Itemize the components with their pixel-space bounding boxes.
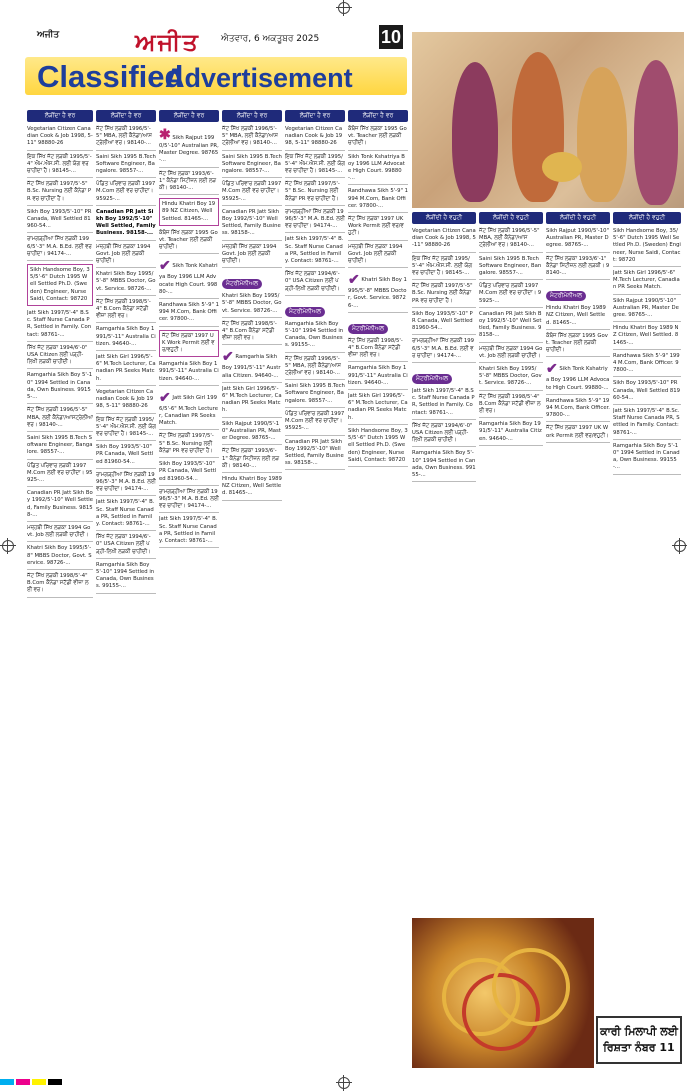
paper-name-small: ਅਜੀਤ [37,30,60,40]
classified-ad: Randhawa Sikh 5'-9" 1994 M.Com, Bank Officer. 97800-... [546,397,610,423]
matrimonial-badge: ਮੈਟਰੀਮੋਨੀਅਲ [348,324,388,334]
registration-mark-icon [338,2,350,14]
matrimonial-badge: ਮੈਟਰੀਮੋਨੀਅਲ [285,307,325,317]
classified-ad: ਰਾਮਗੜ੍ਹੀਆ ਸਿੱਖ ਲੜਕੀ 1996/5'-3" M.A. B.Ed. ਲਈ ਵਰ ਚਾਹੀਦਾ। 94174-... [159,488,219,514]
banner-title-advertisement: Advertisement [165,63,353,93]
classified-ad: ਰਾਮਗੜ੍ਹੀਆ ਸਿੱਖ ਲੜਕੀ 1996/5'-3" M.A. B.Ed. ਲਈ ਵਰ ਚਾਹੀਦਾ। 94174-... [27,235,93,261]
classified-ad: Sikh Tonk Kshatriya Boy 1996 LLM Advocate High Court. 99880-... [546,366,610,391]
classified-ad: Jatt Sikh 1997/5'-4" B.Sc. Staff Nurse Canada PR, Settled in Family. Contact: 98761-... [96,498,156,531]
classified-ad: Jatt Sikh 1997/5'-4" B.Sc. Staff Nurse Canada PR, Settled in Family. Contact: 98761-... [159,515,219,548]
classified-ad: Khatri Sikh Boy 1995/5'-8" MBBS Doctor, Govt. Service. 98726-... [479,365,543,391]
classified-ad: Ramgarhia Sikh Boy 5'-10" 1994 Settled in Canada, Own Business. 99155-... [285,320,345,353]
classified-ad: Hindu Khatri Boy 1989 NZ Citizen, Well Settled. 81465-... [546,304,610,330]
promo-line-2: ਰਿਸ਼ਤਾ ਨੰਬਰ 11 [603,1041,675,1054]
page-number: 10 [380,27,402,47]
classified-column-6 [348,110,408,1050]
classified-ad: ਜੱਟ ਸਿੱਖ ਲੜਕੀ 1998/5'-4" B.Com ਕੈਨੇਡਾ ਸਟੱਡੀ ਵੀਜ਼ਾ ਲਈ ਵਰ। [96,298,156,324]
column-heading: ਲੋੜੀਂਦਾ ਹੈ ਵਰ [348,110,408,122]
classified-column-1 [27,110,93,1010]
classified-ad: Sikh Boy 1993/5'-10" PR Canada, Well Settled 81960-54... [613,379,681,405]
classified-ad: Ramgarhia Sikh Boy 5'-10" 1994 Settled in Canada, Own Business. 99155-... [613,442,681,475]
classified-ad: Jatt Sikh Girl 1996/5'-6" M.Tech Lecturer, Canadian PR Seeks Match. [222,385,282,418]
classified-ad: ਰਾਮਗੜ੍ਹੀਆ ਸਿੱਖ ਲੜਕੀ 1996/5'-3" M.A. B.Ed. ਲਈ ਵਰ ਚਾਹੀਦਾ। 94174-... [412,337,476,363]
star-icon: ✱ [159,126,171,142]
classified-ad: ਜੱਟ ਸਿੱਖ ਲੜਕੀ 1996/5'-5" MBA, ਲਈ ਕੈਨੇਡਾ/ਆਸਟ੍ਰੇਲੀਆ ਵਰ। 98140-... [285,355,345,381]
classified-ad: Sikh Handsome Boy, 35/5'-6" Dutch 1995 Well Settled Ph.D. (Sweden) Engineer, Nurse Saidi, Contact: 98720 [348,427,408,467]
classified-ad: ਮਜ਼੍ਹਬੀ ਸਿੱਖ ਲੜਕਾ 1994 Govt. Job ਲਈ ਲੜਕੀ ਚਾਹੀਦੀ। [27,524,93,542]
classified-ad: Ramgarhia Sikh Boy 1991/5'-11" Australia Citizen. 94640-... [159,360,219,386]
classified-ad: Canadian PR Jatt Sikh Boy 1992/5'-10" Well Settled, Family Business. 98158-... [96,208,156,241]
classified-ad: Hindu Khatri Boy 1989 NZ Citizen, Well Settled. 81465-... [222,475,282,501]
classified-ad: Khatri Sikh Boy 1995/5'-8" MBBS Doctor, Govt. Service. 98726-... [348,277,407,309]
classified-ad: ਸਿੱਖ ਜੱਟ ਲੜਕਾ 1994/6'-0" USA Citizen ਲਈ ਪੜ੍ਹੀ-ਲਿਖੀ ਲੜਕੀ ਚਾਹੀਦੀ। [412,422,476,448]
classified-ad: ਪੰਡਿਤ ਪਰਿਵਾਰ ਲੜਕੀ 1997 M.Com ਲਈ ਵਰ ਚਾਹੀਦਾ। 95925-... [27,462,93,488]
classified-ad: Randhawa Sikh 5'-9" 1994 M.Com, Bank Officer. 97800-... [613,352,681,378]
classified-column-4 [222,110,282,1050]
classified-ad: Sikh Boy 1993/5'-10" PR Canada, Well Settled 81960-54... [412,310,476,336]
classified-ad: Randhawa Sikh 5'-9" 1994 M.Com, Bank Officer. 97800-... [159,301,219,327]
classified-ad: Vegetarian Citizen Canadian Cook & Job 1998, 5-11" 98880-26 [96,388,156,414]
date: ਐਤਵਾਰ, 6 ਅਕਤੂਬਰ 2025 [221,34,320,44]
classified-ad: ਜੱਟ ਸਿੱਖ ਲੜਕੀ 1997/5'-5" B.Sc. Nursing ਲਈ ਕੈਨੇਡਾ PR ਵਰ ਚਾਹੀਦਾ ਹੈ। [159,432,219,458]
classified-ad: ਜੱਟ ਸਿੱਖ ਲੜਕੀ 1996/5'-5" MBA, ਲਈ ਕੈਨੇਡਾ/ਆਸਟ੍ਰੇਲੀਆ ਵਰ। 98140-... [96,125,156,151]
classified-ad: Jatt Sikh Girl 1996/5'-6" M.Tech Lecturer, Canadian PR Seeks Match. [159,394,218,427]
classified-ad: ਪੰਡਿਤ ਪਰਿਵਾਰ ਲੜਕੀ 1997 M.Com ਲਈ ਵਰ ਚਾਹੀਦਾ। 95925-... [222,180,282,206]
classified-ad: Ramgarhia Sikh Boy 1991/5'-11" Australia Citizen. 94640-... [222,354,281,379]
classified-ad: Jatt Sikh Girl 1996/5'-6" M.Tech Lecturer, Canadian PR Seeks Match. [613,269,681,295]
checkmark-icon: ✔ [159,257,171,274]
classified-column-5 [285,110,345,1050]
classified-ad: Sikh Rajput 1990/5'-10" Australian PR, Master Degree. 98765-... [546,227,610,253]
masthead [25,25,407,97]
column-heading: ਲੋੜੀਂਦਾ ਹੈ ਵਰ [159,110,219,122]
classified-ad: Sikh Tonk Kshatriya Boy 1996 LLM Advocate High Court. 99880-... [159,263,218,295]
classified-ad: Jatt Sikh Girl 1996/5'-6" M.Tech Lecturer, Canadian PR Seeks Match. [348,392,408,425]
classified-ad: ਸਿੱਖ ਜੱਟ ਲੜਕਾ 1994/6'-0" USA Citizen ਲਈ ਪੜ੍ਹੀ-ਲਿਖੀ ਲੜਕੀ ਚਾਹੀਦੀ। [27,344,93,370]
column-heading: ਲੋੜੀਂਦਾ ਹੈ ਵਰ [27,110,93,122]
registration-mark-icon [2,540,14,552]
classified-ad: ਜੱਟ ਸਿੱਖ ਲੜਕਾ 1997 UK Work Permit ਲਈ ਵਰ/ਵਹੁਟੀ। [546,424,610,442]
classified-ad: ਕੰਬੋਜ ਸਿੱਖ ਲੜਕਾ 1995 Govt. Teacher ਲਈ ਲੜਕੀ ਚਾਹੀਦੀ। [159,229,219,255]
classified-ad: ਜੱਟ ਸਿੱਖ ਲੜਕੀ 1998/5'-4" B.Com ਕੈਨੇਡਾ ਸਟੱਡੀ ਵੀਜ਼ਾ ਲਈ ਵਰ। [222,320,282,346]
checkmark-icon: ✔ [348,271,360,288]
column-heading: ਲੋੜੀਂਦੀ ਹੈ ਵਹੁਟੀ [412,212,476,224]
classified-ad: Canadian PR Jatt Sikh Boy 1992/5'-10" Well Settled, Family Business. 98158-... [27,489,93,522]
classified-ad: ਮਜ਼੍ਹਬੀ ਸਿੱਖ ਲੜਕਾ 1994 Govt. Job ਲਈ ਲੜਕੀ ਚਾਹੀਦੀ। [222,243,282,269]
classified-ad: ਕੰਬੋਜ ਸਿੱਖ ਲੜਕਾ 1995 Govt. Teacher ਲਈ ਲੜਕੀ ਚਾਹੀਦੀ। [348,125,408,151]
classified-ad: Canadian PR Jatt Sikh Boy 1992/5'-10" Well Settled, Family Business. 98158-... [479,310,543,343]
matrimonial-badge: ਮੈਟਰੀਮੋਨੀਅਲ [546,291,586,301]
classified-ad: Ramgarhia Sikh Boy 1991/5'-11" Australia Citizen. 94640-... [479,420,543,446]
classified-ad: Saini Sikh 1995 B.Tech Software Engineer, Bangalore. 98557-... [27,434,93,460]
classified-column-8 [479,212,543,912]
checkmark-icon: ✔ [222,348,234,365]
classified-ad: Khatri Sikh Boy 1995/5'-8" MBBS Doctor, Govt. Service. 98726-... [96,270,156,296]
classified-ad-boxed: Hindu Khatri Boy 1989 NZ Citizen, Well Settled. 81465-... [159,198,219,226]
column-heading: ਲੋੜੀਂਦਾ ਹੈ ਵਰ [285,110,345,122]
checkmark-icon: ✔ [546,360,558,377]
classified-ad: ਇਕ ਸਿੱਖ ਜੱਟ ਲੜਕੀ 1995/5'-4" ਐਮ.ਐਸ.ਸੀ. ਲਈ ਯੋਗ ਵਰ ਚਾਹੀਦਾ ਹੈ। 98145-... [412,255,476,281]
classified-ad: Ramgarhia Sikh Boy 5'-10" 1994 Settled in Canada, Own Business. 99155-... [27,371,93,404]
promo-line-1: ਕਾਰੀ ਮਿਲਾਪੀ ਲਈ [600,1025,678,1038]
classified-ad: Sikh Boy 1993/5'-10" PR Canada, Well Settled 81960-54... [96,443,156,469]
paper-logo: ਅਜੀਤ [135,27,200,56]
classified-ad: Saini Sikh 1995 B.Tech Software Engineer, Bangalore. 98557-... [96,153,156,179]
classified-ad: ਇਕ ਸਿੱਖ ਜੱਟ ਲੜਕੀ 1995/5'-4" ਐਮ.ਐਸ.ਸੀ. ਲਈ ਯੋਗ ਵਰ ਚਾਹੀਦਾ ਹੈ। 98145-... [96,416,156,442]
classified-ad: ਜੱਟ ਸਿੱਖ ਲੜਕੀ 1997/5'-5" B.Sc. Nursing ਲਈ ਕੈਨੇਡਾ PR ਵਰ ਚਾਹੀਦਾ ਹੈ। [27,180,93,206]
painting-image [412,32,684,208]
classified-ad: ਪੰਡਿਤ ਪਰਿਵਾਰ ਲੜਕੀ 1997 M.Com ਲਈ ਵਰ ਚਾਹੀਦਾ। 95925-... [479,282,543,308]
classified-ad: ਜੱਟ ਸਿੱਖ ਲੜਕੀ 1996/5'-5" MBA, ਲਈ ਕੈਨੇਡਾ/ਆਸਟ੍ਰੇਲੀਆ ਵਰ। 98140-... [27,406,93,432]
classified-ad: ਮਜ਼੍ਹਬੀ ਸਿੱਖ ਲੜਕਾ 1994 Govt. Job ਲਈ ਲੜਕੀ ਚਾਹੀਦੀ। [96,243,156,269]
classified-ad: Hindu Khatri Boy 1989 NZ Citizen, Well Settled. 81465-... [613,324,681,350]
classified-ad: ਮਜ਼੍ਹਬੀ ਸਿੱਖ ਲੜਕਾ 1994 Govt. Job ਲਈ ਲੜਕੀ ਚਾਹੀਦੀ। [348,243,408,269]
classified-ad: Ramgarhia Sikh Boy 1991/5'-11" Australia Citizen. 94640-... [96,325,156,351]
column-heading: ਲੋੜੀਂਦੀ ਹੈ ਵਹੁਟੀ [479,212,543,224]
classified-ad: Sikh Rajput 1990/5'-10" Australian PR, Master Degree. 98765-... [222,420,282,446]
bride-hands-image [412,918,594,1068]
classified-ad: ਜੱਟ ਸਿੱਖ ਲੜਕੀ 1996/5'-5" MBA, ਲਈ ਕੈਨੇਡਾ/ਆਸਟ੍ਰੇਲੀਆ ਵਰ। 98140-... [222,125,282,151]
classified-ad: Canadian PR Jatt Sikh Boy 1992/5'-10" Well Settled, Family Business. 98158-... [285,438,345,471]
classified-ad: ਜੱਟ ਸਿੱਖ ਲੜਕਾ 1993/6'-1" ਕੈਨੇਡਾ ਸਿਟੀਜ਼ਨ ਲਈ ਲੜਕੀ। 98140-... [222,447,282,473]
classified-column-3 [159,110,219,1050]
column-heading: ਲੋੜੀਂਦੀ ਹੈ ਵਹੁਟੀ [613,212,681,224]
classified-ad: Ramgarhia Sikh Boy 5'-10" 1994 Settled in Canada, Own Business. 99155-... [412,449,476,482]
classified-ad: Randhawa Sikh 5'-9" 1994 M.Com, Bank Officer. 97800-... [348,187,408,213]
matrimonial-badge: ਮੈਟਰੀਮੋਨੀਅਲ [412,374,452,384]
classified-ad: ਕੰਬੋਜ ਸਿੱਖ ਲੜਕਾ 1995 Govt. Teacher ਲਈ ਲੜਕੀ ਚਾਹੀਦੀ। [546,332,610,358]
classified-ad: Vegetarian Citizen Canadian Cook & Job 1998, 5-11" 98880-26 [412,227,476,253]
checkmark-icon: ✔ [159,388,171,405]
classified-ad: ਪੰਡਿਤ ਪਰਿਵਾਰ ਲੜਕੀ 1997 M.Com ਲਈ ਵਰ ਚਾਹੀਦਾ। 95925-... [96,180,156,206]
classified-ad: ਸਿੱਖ ਜੱਟ ਲੜਕਾ 1994/6'-0" USA Citizen ਲਈ ਪੜ੍ਹੀ-ਲਿਖੀ ਲੜਕੀ ਚਾਹੀਦੀ। [96,533,156,559]
classified-ad: Sikh Boy 1993/5'-10" PR Canada, Well Settled 81960-54... [159,460,219,486]
classified-ad: ਜੱਟ ਸਿੱਖ ਲੜਕੀ 1998/5'-4" B.Com ਕੈਨੇਡਾ ਸਟੱਡੀ ਵੀਜ਼ਾ ਲਈ ਵਰ। [27,572,93,598]
classified-ad: ਇਕ ਸਿੱਖ ਜੱਟ ਲੜਕੀ 1995/5'-4" ਐਮ.ਐਸ.ਸੀ. ਲਈ ਯੋਗ ਵਰ ਚਾਹੀਦਾ ਹੈ। 98145-... [27,153,93,179]
promo-box [596,1016,682,1064]
banner-title-classified: Classified [37,59,184,94]
classified-ad: ਜੱਟ ਸਿੱਖ ਲੜਕਾ 1993/6'-1" ਕੈਨੇਡਾ ਸਿਟੀਜ਼ਨ ਲਈ ਲੜਕੀ। 98140-... [159,170,219,196]
column-heading: ਲੋੜੀਂਦਾ ਹੈ ਵਰ [222,110,282,122]
classified-ad: ਜੱਟ ਸਿੱਖ ਲੜਕੀ 1997/5'-5" B.Sc. Nursing ਲਈ ਕੈਨੇਡਾ PR ਵਰ ਚਾਹੀਦਾ ਹੈ। [285,180,345,206]
classified-ad: Sikh Rajput 1990/5'-10" Australian PR, Master Degree. 98765-... [159,135,219,164]
column-heading: ਲੋੜੀਂਦਾ ਹੈ ਵਰ [96,110,156,122]
classified-ad-boxed: ਜੱਟ ਸਿੱਖ ਲੜਕਾ 1997 UK Work Permit ਲਈ ਵਰ/ਵਹੁਟੀ। [159,330,219,358]
classified-ad: Vegetarian Citizen Canadian Cook & Job 1998, 5-11" 98880-26 [285,125,345,151]
classified-ad: ਜੱਟ ਸਿੱਖ ਲੜਕੀ 1998/5'-4" B.Com ਕੈਨੇਡਾ ਸਟੱਡੀ ਵੀਜ਼ਾ ਲਈ ਵਰ। [479,393,543,419]
classified-column-9 [546,212,610,912]
classified-ad: Sikh Boy 1993/5'-10" PR Canada, Well Settled 81960-54... [27,208,93,234]
classified-ad: ਜੱਟ ਸਿੱਖ ਲੜਕੀ 1996/5'-5" MBA, ਲਈ ਕੈਨੇਡਾ/ਆਸਟ੍ਰੇਲੀਆ ਵਰ। 98140-... [479,227,543,253]
classified-ad: Jatt Sikh 1997/5'-4" B.Sc. Staff Nurse Canada PR, Settled in Family. Contact: 98761-... [412,387,476,420]
classified-ad: Saini Sikh 1995 B.Tech Software Engineer, Bangalore. 98557-... [222,153,282,179]
classified-ad: Jatt Sikh 1997/5'-4" B.Sc. Staff Nurse Canada PR, Settled in Family. Contact: 98761-... [285,235,345,268]
classified-ad: Ramgarhia Sikh Boy 5'-10" 1994 Settled in Canada, Own Business. 99155-... [96,561,156,594]
classified-ad: ਪੰਡਿਤ ਪਰਿਵਾਰ ਲੜਕੀ 1997 M.Com ਲਈ ਵਰ ਚਾਹੀਦਾ। 95925-... [285,410,345,436]
classified-column-7 [412,212,476,912]
classified-ad: Jatt Sikh 1997/5'-4" B.Sc. Staff Nurse Canada PR, Settled in Family. Contact: 98761-... [27,309,93,342]
classified-ad: ਜੱਟ ਸਿੱਖ ਲੜਕੀ 1997/5'-5" B.Sc. Nursing ਲਈ ਕੈਨੇਡਾ PR ਵਰ ਚਾਹੀਦਾ ਹੈ। [412,282,476,308]
classified-ad: Khatri Sikh Boy 1995/5'-8" MBBS Doctor, Govt. Service. 98726-... [27,544,93,570]
classified-ad: Khatri Sikh Boy 1995/5'-8" MBBS Doctor, Govt. Service. 98726-... [222,292,282,318]
classified-ad: Saini Sikh 1995 B.Tech Software Engineer, Bangalore. 98557-... [479,255,543,281]
classified-ad: Canadian PR Jatt Sikh Boy 1992/5'-10" Well Settled, Family Business. 98158-... [222,208,282,241]
classified-ad: Vegetarian Citizen Canadian Cook & Job 1998, 5-11" 98880-26 [27,125,93,151]
classified-ad: Sikh Handsome Boy, 35/5'-6" Dutch 1995 Well Settled Ph.D. (Sweden) Engineer, Nurse Saidi, Contact: 98720 [613,227,681,267]
classified-ad: Jatt Sikh 1997/5'-4" B.Sc. Staff Nurse Canada PR, Settled in Family. Contact: 98761-... [613,407,681,440]
classified-ad: ਜੱਟ ਸਿੱਖ ਲੜਕਾ 1997 UK Work Permit ਲਈ ਵਰ/ਵਹੁਟੀ। [348,215,408,241]
column-heading: ਲੋੜੀਂਦੀ ਹੈ ਵਹੁਟੀ [546,212,610,224]
classified-ad: Sikh Rajput 1990/5'-10" Australian PR, Master Degree. 98765-... [613,297,681,323]
classified-ad: Ramgarhia Sikh Boy 1991/5'-11" Australia Citizen. 94640-... [348,364,408,390]
classified-banner [25,57,407,95]
classified-ad: Sikh Tonk Kshatriya Boy 1996 LLM Advocate High Court. 99880-... [348,153,408,186]
classified-ad: ਰਾਮਗੜ੍ਹੀਆ ਸਿੱਖ ਲੜਕੀ 1996/5'-3" M.A. B.Ed. ਲਈ ਵਰ ਚਾਹੀਦਾ। 94174-... [96,471,156,497]
classified-ad: ਰਾਮਗੜ੍ਹੀਆ ਸਿੱਖ ਲੜਕੀ 1996/5'-3" M.A. B.Ed. ਲਈ ਵਰ ਚਾਹੀਦਾ। 94174-... [285,208,345,234]
classified-ad: ਜੱਟ ਸਿੱਖ ਲੜਕੀ 1998/5'-4" B.Com ਕੈਨੇਡਾ ਸਟੱਡੀ ਵੀਜ਼ਾ ਲਈ ਵਰ। [348,337,408,363]
classified-ad-boxed: Sikh Handsome Boy, 35/5'-6" Dutch 1995 Well Settled Ph.D. (Sweden) Engineer, Nurse Saidi, Contact: 98720 [27,264,93,306]
classified-column-10 [613,212,681,1012]
matrimonial-badge: ਮੈਟਰੀਮੋਨੀਅਲ [222,279,262,289]
classified-ad: ਮਜ਼੍ਹਬੀ ਸਿੱਖ ਲੜਕਾ 1994 Govt. Job ਲਈ ਲੜਕੀ ਚਾਹੀਦੀ। [479,345,543,363]
classified-ad: Saini Sikh 1995 B.Tech Software Engineer, Bangalore. 98557-... [285,382,345,408]
classified-ad: ਸਿੱਖ ਜੱਟ ਲੜਕਾ 1994/6'-0" USA Citizen ਲਈ ਪੜ੍ਹੀ-ਲਿਖੀ ਲੜਕੀ ਚਾਹੀਦੀ। [285,270,345,296]
classified-ad: ਇਕ ਸਿੱਖ ਜੱਟ ਲੜਕੀ 1995/5'-4" ਐਮ.ਐਸ.ਸੀ. ਲਈ ਯੋਗ ਵਰ ਚਾਹੀਦਾ ਹੈ। 98145-... [285,153,345,179]
classified-ad: Jatt Sikh Girl 1996/5'-6" M.Tech Lecturer, Canadian PR Seeks Match. [96,353,156,386]
classified-column-2 [96,110,156,1050]
color-bar [0,1079,687,1089]
classified-ad: ਜੱਟ ਸਿੱਖ ਲੜਕਾ 1993/6'-1" ਕੈਨੇਡਾ ਸਿਟੀਜ਼ਨ ਲਈ ਲੜਕੀ। 98140-... [546,255,610,281]
